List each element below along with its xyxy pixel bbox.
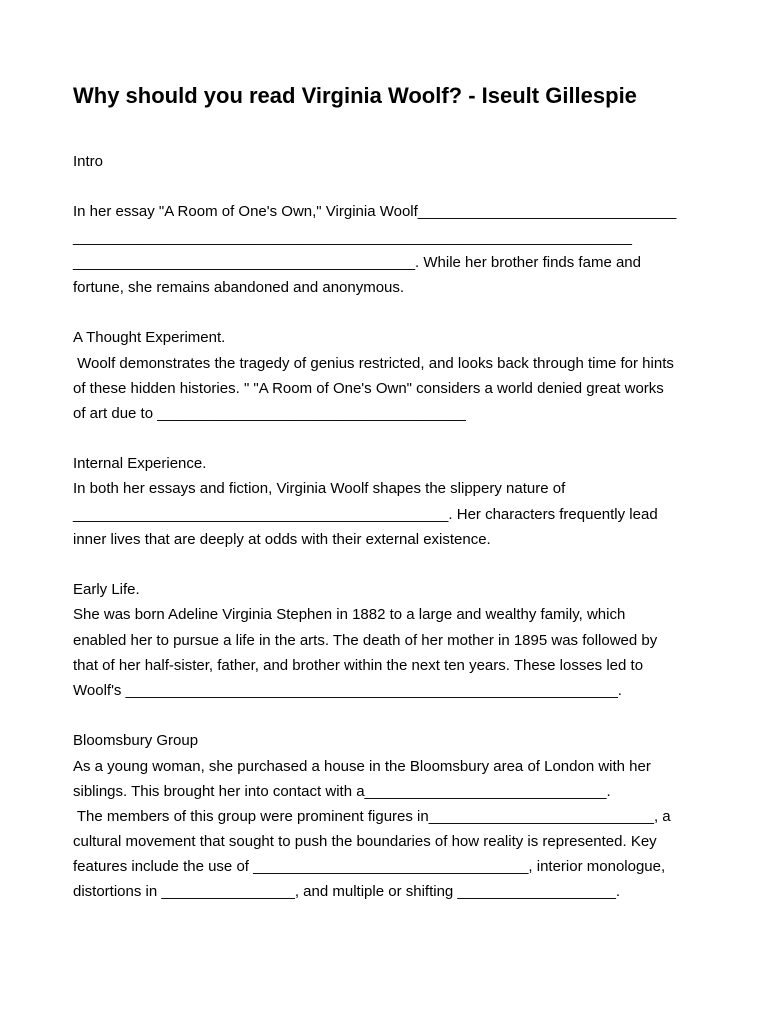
paragraph-line: that of her half-sister, father, and brother within the next ten years. These losses led to <box>73 656 644 674</box>
paragraph-line: In her essay "A Room of One's Own," Virginia Woolf_______________________________ <box>73 203 677 221</box>
spacer <box>73 426 713 451</box>
section-intro <box>73 149 713 300</box>
paragraph-line: In both her essays and fiction, Virginia Woolf shapes the slippery nature of <box>73 480 566 498</box>
document-title: Why should you read Virginia Woolf? - Iseult Gillespie <box>73 83 637 108</box>
spacer <box>73 300 713 325</box>
section-heading: Bloomsbury Group <box>73 732 199 750</box>
spacer <box>73 174 713 199</box>
section-heading: Intro <box>73 153 104 170</box>
paragraph-line: inner lives that are deeply at odds with their external existence. <box>73 530 491 548</box>
spacer <box>73 703 713 728</box>
paragraph-line: Woolf's ___________________________________________________________. <box>73 681 622 699</box>
paragraph-line: Woolf demonstrates the tragedy of genius restricted, and looks back through time for hints <box>73 354 674 372</box>
section-bloomsbury-group <box>73 728 713 904</box>
section-heading: A Thought Experiment. <box>73 329 226 347</box>
paragraph-line: _________________________________________. While her brother finds fame and <box>73 253 641 271</box>
paragraph-line: distortions in ________________, and multiple or shifting ___________________. <box>73 883 621 901</box>
section-heading: Internal Experience. <box>73 455 207 473</box>
paragraph-line: enabled her to pursue a life in the arts. The death of her mother in 1895 was followed by <box>73 631 658 649</box>
paragraph-line: siblings. This brought her into contact with a_____________________________. <box>73 782 611 800</box>
paragraph-line: She was born Adeline Virginia Stephen in 1882 to a large and wealthy family, which <box>73 606 626 624</box>
section-thought-experiment <box>73 325 713 426</box>
spacer <box>73 552 713 577</box>
paragraph-line: As a young woman, she purchased a house in the Bloomsbury area of London with her <box>73 757 651 775</box>
paragraph-line: ___________________________________________________________________ <box>73 228 632 246</box>
paragraph-line: features include the use of _________________________________, interior monologue, <box>73 858 666 876</box>
section-internal-experience <box>73 451 713 552</box>
paragraph-line: fortune, she remains abandoned and anonymous. <box>73 278 405 296</box>
section-early-life <box>73 577 713 703</box>
document-body <box>73 149 713 905</box>
paragraph-line: of art due to _____________________________________ <box>73 404 466 422</box>
paragraph-line: of these hidden histories. " "A Room of One's Own" considers a world denied great works <box>73 379 664 397</box>
section-heading: Early Life. <box>73 581 140 599</box>
paragraph-line: The members of this group were prominent figures in___________________________, a <box>73 807 671 825</box>
paragraph-line: cultural movement that sought to push the boundaries of how reality is represented. Key <box>73 833 657 851</box>
paragraph-line: _____________________________________________. Her characters frequently lead <box>73 505 658 523</box>
